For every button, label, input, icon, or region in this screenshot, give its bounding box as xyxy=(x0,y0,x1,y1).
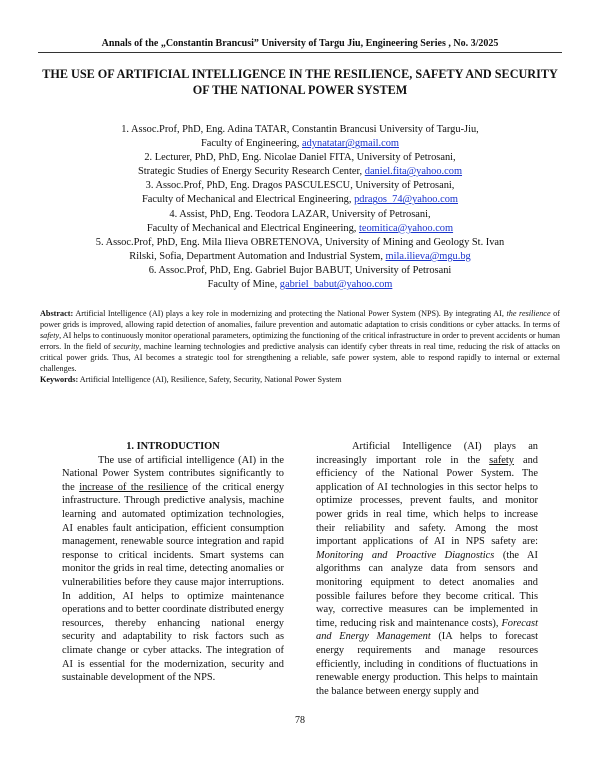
header-rule xyxy=(38,52,562,53)
author-line xyxy=(40,222,560,236)
left-column xyxy=(62,440,284,685)
author-text: Faculty of Mechanical and Electrical Engineering, xyxy=(142,194,355,206)
italic-text: Forecast and Energy Management xyxy=(316,617,538,643)
right-column xyxy=(316,440,538,698)
author-text: 5. Assoc.Prof, PhD, Eng. Mila Ilieva OBRETENOVA, University of Mining and Geology St. Ivan xyxy=(95,236,505,248)
author-text: 1. Assoc.Prof, PhD, Eng. Adina TATAR, Constantin Brancusi University of Targu-Jiu, xyxy=(121,124,479,135)
author-text: Faculty of Mechanical and Electrical Engineering, xyxy=(146,222,359,234)
email-link[interactable]: mila.ilieva@mgu.bg xyxy=(385,250,471,262)
author-line xyxy=(40,179,560,193)
abstract-label: Abstract: xyxy=(40,309,74,318)
author-text: Faculty of Engineering, xyxy=(201,138,302,150)
email-link[interactable]: pdragos_74@yahoo.com xyxy=(354,194,458,206)
author-text: 2. Lecturer, PhD, PhD, Eng. Nicolae Daniel FITA, University of Petrosani, xyxy=(144,152,456,164)
body-text: The use of artificial intelligence (AI) in the National Power System contributes significantly to the xyxy=(62,454,284,493)
author-line xyxy=(40,165,560,179)
abstract-italic: security xyxy=(113,342,140,352)
journal-header: Annals of the „Constantin Brancusi” University of Targu Jiu, Engineering Series , No. 3/2025 xyxy=(101,38,499,49)
intro-paragraph xyxy=(62,454,284,685)
email-link[interactable]: adynatatar@gmail.com xyxy=(302,138,399,150)
keywords-label: Keywords: xyxy=(40,375,79,384)
body-text: (the AI algorithms can analyze data from sensors and monitoring equipment to detect anomalies and possible failures before they become critical. This way, corrective measures can be implemented in time, reducing risk and maintenance costs), xyxy=(316,549,538,629)
underlined-text: safety xyxy=(489,454,514,466)
author-text: 4. Assist, PhD, Eng. Teodora LAZAR, University of Petrosani, xyxy=(169,208,431,220)
author-line xyxy=(40,264,560,278)
body-text: of the critical energy infrastructure. Through predictive analysis, machine learning and automated optimization technologies, AI enables fault anticipation, efficient consumption management, renewable source integration and rapid response to critical incidents. Smart systems can monitor the grids in real time, detecting anomalies or vulnerabilities before they cause major interruptions. In addition, AI helps to optimize maintenance operations and to better coordinate distributed energy resources, thereby enhancing national energy security and adaptability to risk factors such as climate change or cyber attacks. The integration of AI is essential for the modernization, security and sustainable development of the NPS. xyxy=(62,481,285,684)
author-text: 3. Assoc.Prof, PhD, Eng. Dragos PASCULESCU, University of Petrosani, xyxy=(145,180,455,192)
author-list xyxy=(40,123,560,292)
author-text: Strategic Studies of Energy Security Research Center, xyxy=(137,166,365,178)
author-text: 6. Assoc.Prof, PhD, Eng. Gabriel Bujor BABUT, University of Petrosani xyxy=(148,264,452,276)
author-line xyxy=(40,208,560,222)
safety-paragraph xyxy=(316,440,538,698)
abstract-italic: the resilience xyxy=(506,309,551,318)
page-number: 78 xyxy=(295,715,305,726)
author-line xyxy=(40,278,560,292)
paper-title: THE USE OF ARTIFICIAL INTELLIGENCE IN THE RESILIENCE, SAFETY AND SECURITY OF THE NATIONAL POWER SYSTEM xyxy=(42,67,558,97)
email-link[interactable]: daniel.fita@yahoo.com xyxy=(364,166,463,178)
author-text: Rilski, Sofia, Department Automation and Industrial System, xyxy=(129,250,386,262)
abstract-text: , AI helps to continuously monitor operational parameters, optimizing the functioning of the critical infrastructure in order to prevent accidents or human errors. In the field of xyxy=(40,331,560,352)
author-line xyxy=(40,123,560,137)
body-text: Artificial Intelligence (AI) plays an increasingly important role in the xyxy=(316,441,538,466)
underlined-text: increase of the resilience xyxy=(79,481,188,493)
author-line xyxy=(40,236,560,250)
abstract-italic: safety xyxy=(40,331,60,341)
author-text: Faculty of Mine, xyxy=(207,279,280,291)
abstract-text: Artificial Intelligence (AI) plays a key role in modernizing and protecting the National Power System (NPS). By integrating AI, xyxy=(73,309,507,318)
section-heading: 1. INTRODUCTION xyxy=(126,441,220,452)
email-link[interactable]: gabriel_babut@yahoo.com xyxy=(279,279,393,291)
author-line xyxy=(40,250,560,264)
author-line xyxy=(40,137,560,151)
keywords xyxy=(40,375,560,384)
author-line xyxy=(40,151,560,165)
abstract-text: , machine learning technologies and predictive analysis can identify cyber threats in real time, reducing the risk of attacks on critical power grids. Thus, AI becomes a strategic tool for strengthening a reliable, safe power system, able to respond rapidly to internal or external challenges. xyxy=(40,342,560,374)
abstract-text: of power grids is improved, allowing rapid detection of anomalies, failure prevention and automatic adaptation to crisis conditions or cyber attacks. In terms of xyxy=(40,309,561,330)
author-line xyxy=(40,193,560,207)
italic-text: Monitoring and Proactive Diagnostics xyxy=(316,549,495,561)
body-text: and efficiency of the National Power System. The application of AI technologies in this sector helps to optimize processes, prevent faults, and monitor power grids in real time, which helps to increase their reliability and safety. Among the most important applications of AI in NPS safety are: xyxy=(316,454,538,548)
email-link[interactable]: teomitica@yahoo.com xyxy=(358,222,454,234)
body-text: (IA helps to forecast energy requirements and manage resources efficiently, including in conditions of fluctuations in renewable energy production. This helps to maintain the balance between energy supply and xyxy=(316,631,538,697)
abstract xyxy=(40,308,560,375)
keywords-text: Artificial Intelligence (AI), Resilience, Safety, Security, National Power System xyxy=(78,375,342,384)
